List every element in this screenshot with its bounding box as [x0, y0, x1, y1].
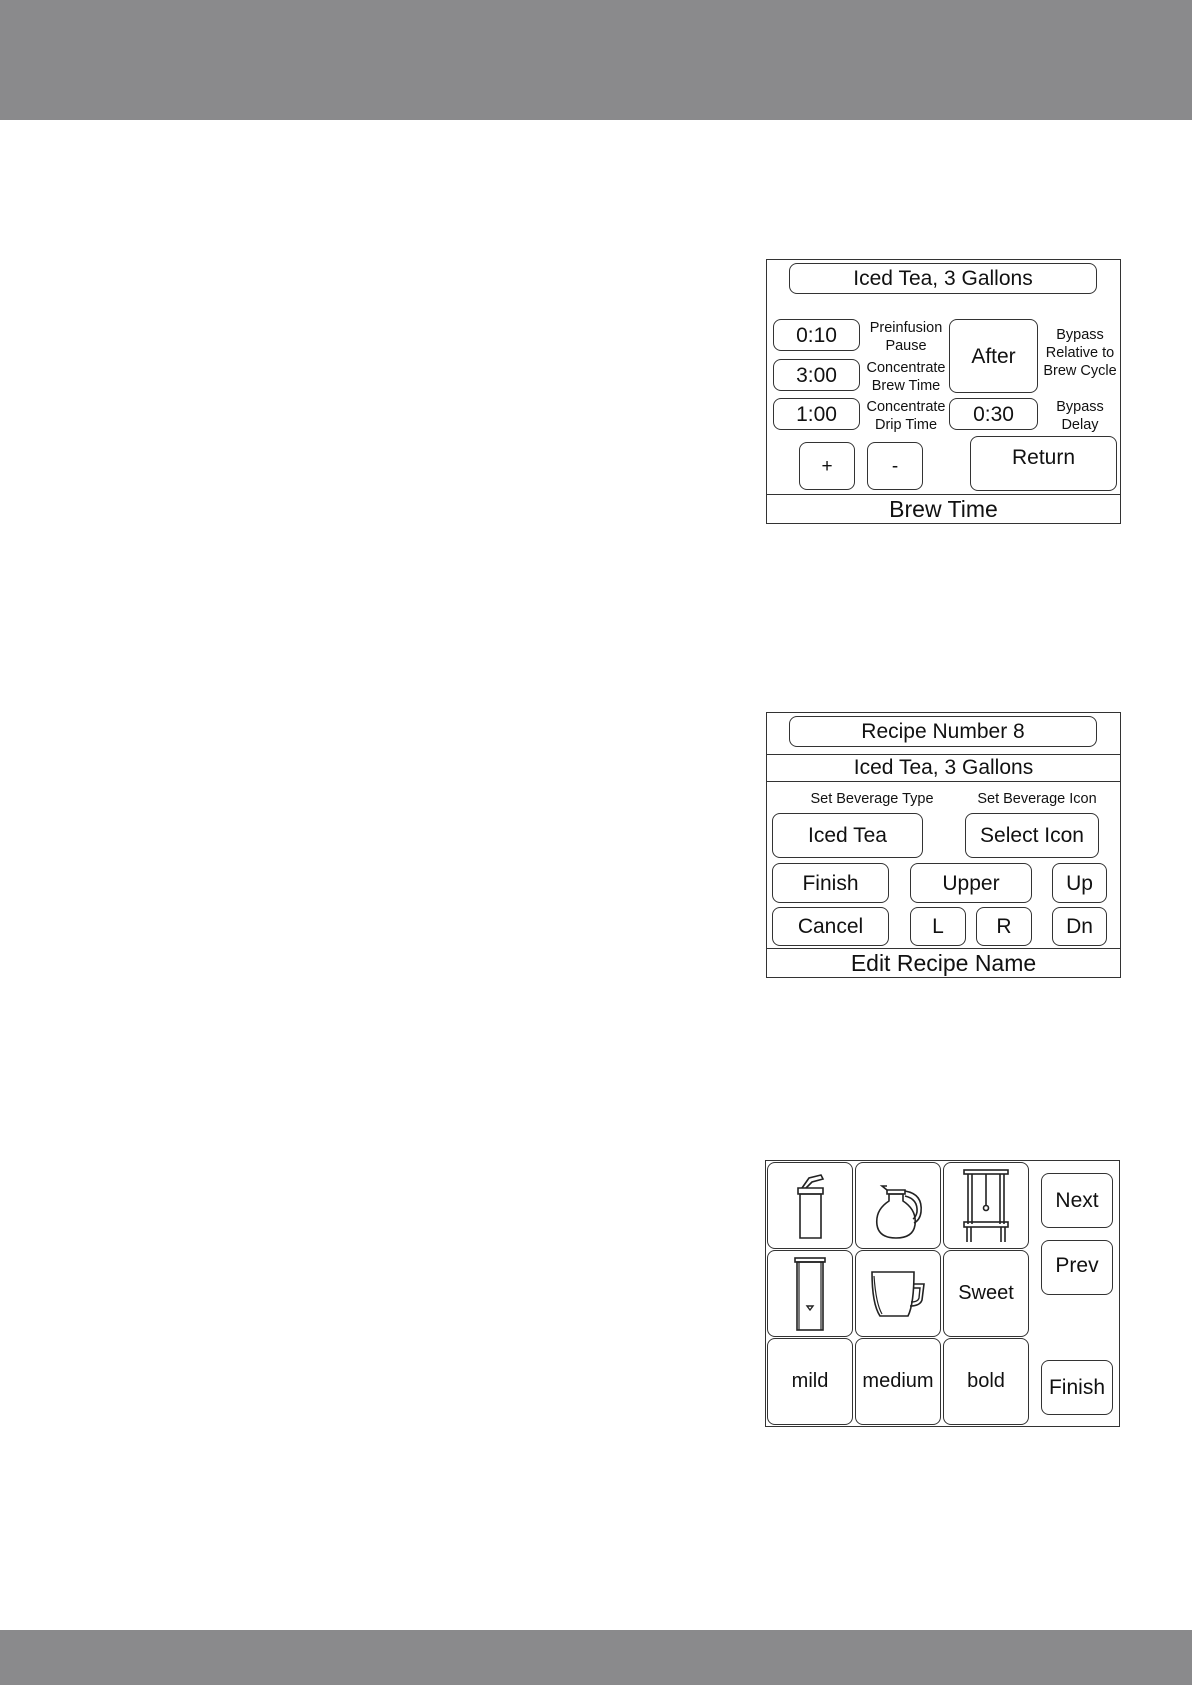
- urn-stand-icon: [954, 1166, 1018, 1246]
- bypass-relative-label: Bypass Relative to Brew Cycle: [1043, 327, 1117, 379]
- brew-time-label: Concentrate Brew Time: [866, 360, 946, 394]
- drip-time-label: Concentrate Drip Time: [866, 399, 946, 433]
- dispenser-tile[interactable]: [767, 1250, 853, 1337]
- next-button[interactable]: Next: [1041, 1173, 1113, 1228]
- drip-time-value-field[interactable]: 1:00: [773, 398, 860, 430]
- beverage-type-caption: Set Beverage Type: [810, 791, 934, 807]
- mug-tile[interactable]: [855, 1250, 941, 1337]
- header-bar: [0, 0, 1192, 120]
- return-button[interactable]: Return: [970, 436, 1117, 491]
- recipe-name-display[interactable]: Iced Tea, 3 Gallons: [789, 263, 1097, 294]
- carafe-icon: [867, 1168, 929, 1243]
- footer-bar: [0, 1630, 1192, 1685]
- prev-button[interactable]: Prev: [1041, 1240, 1113, 1295]
- beverage-type-button[interactable]: Iced Tea: [772, 813, 923, 858]
- mild-tile[interactable]: mild: [767, 1338, 853, 1425]
- upper-case-button[interactable]: Upper: [910, 863, 1032, 903]
- urn-stand-tile[interactable]: [943, 1162, 1029, 1249]
- cursor-down-button[interactable]: Dn: [1052, 907, 1107, 946]
- tall-cup-tile[interactable]: [767, 1162, 853, 1249]
- preinfusion-value-field[interactable]: 0:10: [773, 319, 860, 351]
- mug-icon: [866, 1264, 930, 1324]
- icon-select-screen: [765, 1160, 1120, 1427]
- brew-time-value-field[interactable]: 3:00: [773, 359, 860, 391]
- beverage-icon-caption: Set Beverage Icon: [977, 791, 1097, 807]
- increment-button[interactable]: +: [799, 442, 855, 490]
- edit-recipe-name-screen: [766, 712, 1121, 978]
- recipe-number-display[interactable]: Recipe Number 8: [789, 716, 1097, 747]
- select-icon-button[interactable]: Select Icon: [965, 813, 1099, 858]
- cursor-right-button[interactable]: R: [976, 907, 1032, 946]
- recipe-name-display: Iced Tea, 3 Gallons: [767, 754, 1120, 782]
- tall-cup-icon: [785, 1168, 835, 1243]
- dispenser-icon: [785, 1254, 835, 1334]
- cursor-up-button[interactable]: Up: [1052, 863, 1107, 903]
- bypass-delay-label: Bypass Delay: [1056, 399, 1104, 433]
- carafe-tile[interactable]: [855, 1162, 941, 1249]
- preinfusion-label: Preinfusion Pause: [869, 320, 943, 354]
- cursor-left-button[interactable]: L: [910, 907, 966, 946]
- medium-tile[interactable]: medium: [855, 1338, 941, 1425]
- cancel-button[interactable]: Cancel: [772, 907, 889, 946]
- finish-button[interactable]: Finish: [772, 863, 889, 903]
- finish-button[interactable]: Finish: [1041, 1360, 1113, 1415]
- decrement-button[interactable]: -: [867, 442, 923, 490]
- brew-time-screen: [766, 259, 1121, 524]
- bypass-relative-button[interactable]: After: [949, 319, 1038, 393]
- sweet-tile[interactable]: Sweet: [943, 1250, 1029, 1337]
- screen-status-bar: Brew Time: [767, 494, 1120, 523]
- bold-tile[interactable]: bold: [943, 1338, 1029, 1425]
- screen-status-bar: Edit Recipe Name: [767, 948, 1120, 977]
- bypass-delay-value-field[interactable]: 0:30: [949, 398, 1038, 430]
